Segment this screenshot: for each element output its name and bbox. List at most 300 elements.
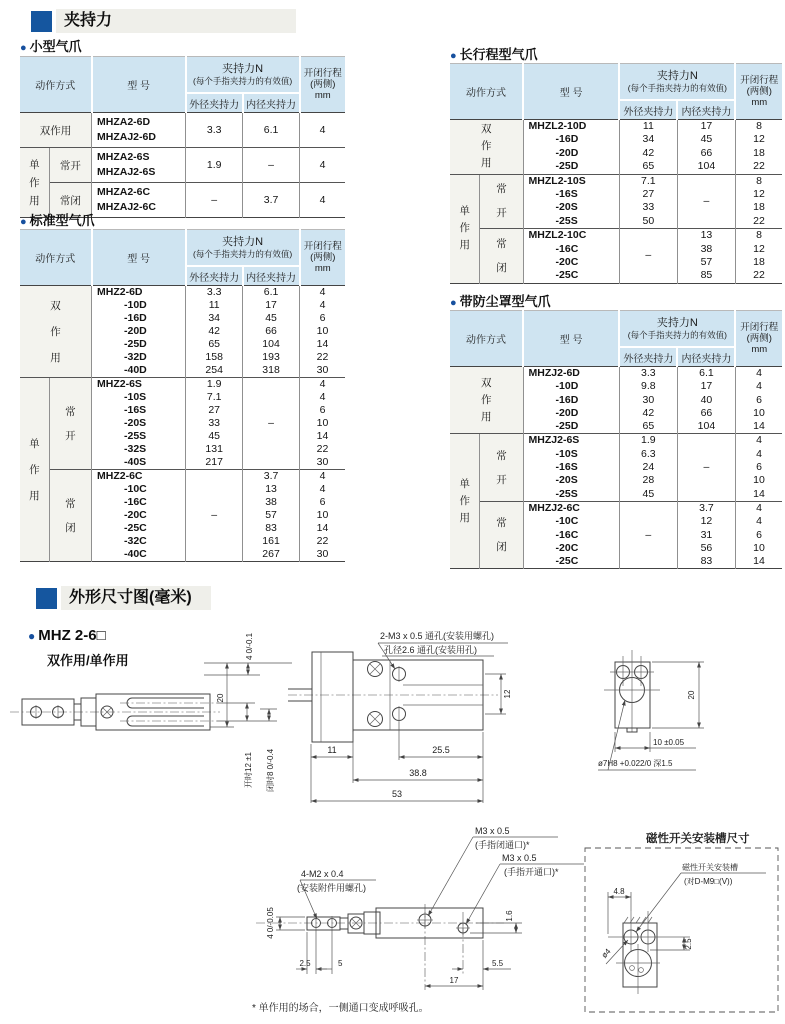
bullet-icon: ●: [28, 629, 36, 643]
cell-stroke: 8: [735, 174, 782, 188]
vertical-text: 常 闭: [496, 238, 507, 275]
cell-stroke: 30: [300, 364, 346, 378]
force-title: 夹持力N: [656, 317, 698, 329]
cell-stroke: 22: [300, 443, 346, 456]
cell-model: -25C: [523, 555, 619, 569]
vertical-text: 双 作 用: [481, 123, 492, 170]
end-view-drawing: [596, 636, 785, 786]
dim-17-label: 17: [449, 976, 459, 985]
cell-model: -10C: [92, 483, 186, 496]
stroke-header-line: 开闭行程: [740, 75, 779, 86]
cell-model: -25D: [523, 160, 619, 174]
cell-action-mode: [20, 286, 92, 378]
mount-thread-callout-line2: (安装附件用螺孔): [297, 883, 366, 893]
close-port-callout-line2: (手指闭通口)*: [475, 840, 530, 850]
dim-11-label: 11: [327, 745, 337, 755]
cell-model: -16S: [523, 461, 619, 474]
cell-stroke: 22: [735, 269, 782, 283]
cell-action-mode: 双作用: [20, 113, 92, 148]
cell-model: -10S: [92, 391, 186, 404]
stroke-header-line: (两侧): [310, 79, 336, 90]
drawing-lines: [288, 643, 508, 803]
model-line: MHZAJ2-6S: [97, 166, 156, 178]
cell-action-mode: [450, 367, 523, 434]
stroke-header-line: (两侧): [310, 252, 336, 263]
cell-stroke: 4: [735, 501, 782, 515]
section-header-clamping-force: [31, 9, 296, 33]
cell-model: MHZ2-6C: [92, 470, 186, 484]
dim-20-label: 20: [687, 690, 696, 700]
cell-model: -20C: [523, 542, 619, 555]
cell-model: -32D: [92, 351, 186, 364]
cell-stroke: 8: [735, 120, 782, 134]
cell-model: -20S: [523, 201, 619, 214]
vertical-text: 单 作 用: [29, 437, 40, 502]
dim-53-label: 53: [391, 789, 403, 799]
table-row: [450, 501, 782, 515]
cell-stroke: 12: [735, 188, 782, 201]
header-stroke: [735, 64, 782, 120]
header-outer-force: 外径夹持力: [619, 347, 677, 367]
cell-outer-force: 45: [186, 430, 243, 443]
cell-outer-force: 254: [186, 364, 243, 378]
cell-inner-force: 17: [243, 299, 300, 312]
cell-model: -40S: [92, 456, 186, 470]
table-header: [20, 57, 345, 113]
cell-outer-force: 7.1: [619, 174, 677, 188]
header-model: 型 号: [523, 311, 619, 367]
vertical-text: 单 作 用: [459, 477, 470, 524]
header-inner-force: 内径夹持力: [243, 266, 300, 286]
cell-model: -32S: [92, 443, 186, 456]
cell-outer-force: 3.3: [619, 367, 677, 381]
cell-outer-force: –: [186, 183, 243, 218]
cell-outer-force: 11: [619, 120, 677, 134]
cell-stroke: 6: [300, 404, 346, 417]
bullet-icon: ●: [450, 297, 457, 309]
cell-outer-force: 42: [619, 147, 677, 160]
dim-2-5-label: 2.5: [299, 959, 311, 968]
cell-outer-force: 11: [186, 299, 243, 312]
cell-outer-force: 65: [619, 420, 677, 434]
cell-model: -32C: [92, 535, 186, 548]
cell-inner-force: 83: [677, 555, 735, 569]
spec-table: [450, 310, 782, 569]
cell-model: -16D: [92, 312, 186, 325]
cell-model: -10S: [523, 448, 619, 461]
cell-outer-force: 1.9: [186, 378, 243, 392]
table-header-row: [20, 57, 345, 94]
stroke-header-line: mm: [751, 344, 768, 355]
cell-stroke: 12: [735, 133, 782, 146]
cell-model: -25C: [523, 269, 619, 283]
cell-outer-force: 65: [186, 338, 243, 351]
stroke-header-line: (两侧): [746, 333, 772, 344]
cell-inner-force: –: [677, 434, 735, 501]
dim-2-5-label: 2.5: [684, 938, 693, 950]
standard-gripper-table: [20, 229, 345, 562]
table-row: [20, 148, 345, 183]
header-model: 型 号: [523, 64, 619, 120]
cell-outer-force: –: [619, 229, 677, 284]
switch-box-title: 磁性开关安装槽尺寸: [646, 833, 750, 845]
cell-stroke: 4: [300, 299, 346, 312]
force-note: (每个手指夹持力的有效值): [193, 249, 293, 259]
table-header: [450, 64, 782, 120]
cell-outer-force: 158: [186, 351, 243, 364]
header-stroke: [300, 57, 346, 113]
cell-inner-force: 45: [243, 312, 300, 325]
cell-model: -25D: [92, 338, 186, 351]
cell-model: -16S: [523, 188, 619, 201]
header-clamping-force: [186, 57, 300, 94]
switch-groove-drawing: [580, 826, 785, 1018]
dim-20-label: 20: [216, 693, 225, 703]
bullet-icon: ●: [20, 42, 27, 54]
mount-thread-callout-line1: 4-M2 x 0.4: [301, 869, 344, 879]
cell-action-mode: [450, 120, 523, 175]
cell-inner-force: 6.1: [243, 286, 300, 300]
cell-outer-force: 42: [186, 325, 243, 338]
cell-outer-force: –: [186, 470, 243, 562]
table-title-text: 长行程型气爪: [459, 47, 538, 62]
force-title: 夹持力N: [656, 70, 698, 82]
table-title-text: 标准型气爪: [29, 213, 95, 228]
cell-stroke: 6: [735, 394, 782, 407]
bullet-icon: ●: [20, 216, 27, 228]
stroke-header-line: 开闭行程: [303, 241, 342, 252]
spec-table: [20, 229, 345, 562]
cell-outer-force: 27: [186, 404, 243, 417]
cell-outer-force: 3.3: [186, 113, 243, 148]
cell-action-mode: [20, 378, 49, 562]
cell-inner-force: 17: [677, 120, 735, 134]
cell-model: -16C: [523, 243, 619, 256]
dim-close-stroke-label: 闭时8 0/-0.4: [266, 748, 275, 792]
cell-stroke: 6: [300, 312, 346, 325]
cell-model: -25S: [523, 488, 619, 502]
bullet-icon: ●: [450, 50, 457, 62]
cell-inner-force: 3.7: [243, 470, 300, 484]
cell-stroke: 14: [300, 338, 346, 351]
vertical-text: 常 闭: [496, 517, 507, 554]
cell-stroke: 4: [735, 367, 782, 381]
cell-inner-force: 12: [677, 515, 735, 528]
cell-model: -16D: [523, 394, 619, 407]
dim-open-stroke-label: 开时12 ±1: [244, 752, 253, 788]
dim-10-label: 10 ±0.05: [653, 738, 685, 747]
cell-stroke: 10: [735, 474, 782, 487]
top-view-drawing: [288, 610, 623, 810]
cell-outer-force: 1.9: [186, 148, 243, 183]
single-acting-footnote: * 单作用的场合，一侧通口变成呼吸孔。: [252, 1003, 429, 1014]
cell-model: -25S: [523, 215, 619, 229]
cell-stroke: 6: [300, 496, 346, 509]
stroke-header-line: 开闭行程: [303, 68, 342, 79]
cell-inner-force: 318: [243, 364, 300, 378]
cell-model: -16S: [92, 404, 186, 417]
force-note: (每个手指夹持力的有效值): [627, 330, 727, 340]
table-body: [20, 113, 345, 218]
cell-stroke: 14: [735, 555, 782, 569]
cell-outer-force: 6.3: [619, 448, 677, 461]
cell-model: -25C: [92, 522, 186, 535]
cell-stroke: 4: [300, 148, 346, 183]
cell-action-sub: [480, 434, 523, 501]
section-marker-icon: [31, 11, 52, 32]
cell-model: [92, 113, 186, 148]
cell-inner-force: 193: [243, 351, 300, 364]
cell-model: -40D: [92, 364, 186, 378]
section-marker-icon: [36, 588, 57, 609]
cell-inner-force: 17: [677, 380, 735, 393]
cell-stroke: 6: [735, 461, 782, 474]
section-header-dimensions: [36, 586, 211, 610]
cell-action-sub: [49, 378, 91, 470]
table-row: [450, 120, 782, 134]
cell-stroke: 4: [735, 448, 782, 461]
table-row: [450, 367, 782, 381]
cell-inner-force: 45: [677, 133, 735, 146]
table-row: [20, 286, 345, 300]
mount-thread-callout: 2-M3 x 0.5 通孔(安装用螺孔): [380, 631, 495, 641]
cell-model: MHZJ2-6C: [523, 501, 619, 515]
dim-4-8-label: 4.8: [613, 887, 625, 896]
cell-outer-force: 45: [619, 488, 677, 502]
cell-model: -20D: [523, 147, 619, 160]
table-title-small-gripper: [20, 36, 82, 55]
stroke-header-line: mm: [314, 263, 331, 274]
cell-action-mode: [20, 148, 49, 218]
section-title: 外形尺寸图(毫米): [61, 586, 211, 610]
table-header-row: [450, 311, 782, 348]
header-stroke: [735, 311, 782, 367]
cell-outer-force: 65: [619, 160, 677, 174]
dust-cover-gripper-table: [450, 310, 782, 569]
header-model: 型 号: [92, 230, 186, 286]
dim-4-label: 4 0/-0.05: [266, 907, 275, 939]
cell-stroke: 30: [300, 456, 346, 470]
table-row: [450, 434, 782, 448]
stroke-header-line: 开闭行程: [740, 322, 779, 333]
header-stroke: [300, 230, 346, 286]
dim-diameter-4-label: ø4: [599, 946, 613, 960]
cell-inner-force: 104: [677, 160, 735, 174]
cell-outer-force: 50: [619, 215, 677, 229]
table-body: [20, 286, 345, 562]
drawing-lines: [598, 650, 704, 770]
cell-outer-force: 34: [186, 312, 243, 325]
spec-table: [450, 63, 782, 284]
cell-model: MHZL2-10D: [523, 120, 619, 134]
model-line: MHZAJ2-6C: [97, 201, 156, 213]
cell-model: [92, 183, 186, 218]
cell-model: [92, 148, 186, 183]
dim-12-label: 12: [503, 689, 512, 699]
table-title-long-stroke-gripper: [450, 44, 538, 63]
cell-model: -16C: [92, 496, 186, 509]
cell-inner-force: 161: [243, 535, 300, 548]
table-row: [450, 174, 782, 188]
cell-stroke: 22: [735, 160, 782, 174]
cell-stroke: 4: [735, 380, 782, 393]
cell-stroke: 22: [735, 215, 782, 229]
cell-stroke: 4: [735, 515, 782, 528]
cell-stroke: 4: [735, 434, 782, 448]
cell-inner-force: 3.7: [243, 183, 300, 218]
cell-outer-force: 7.1: [186, 391, 243, 404]
cell-action-mode: [450, 174, 480, 283]
model-line: MHZA2-6S: [97, 151, 150, 163]
dim-25-5-label: 25.5: [432, 745, 450, 755]
table-row: [20, 470, 345, 484]
cell-inner-force: –: [677, 174, 735, 229]
drawing-lines: [585, 848, 778, 1012]
cell-inner-force: 66: [243, 325, 300, 338]
header-outer-force: 外径夹持力: [619, 100, 677, 120]
switch-groove-callout-line2: (对D-M9□(V)): [684, 877, 733, 886]
cell-model: -10C: [523, 515, 619, 528]
cell-inner-force: 57: [243, 509, 300, 522]
dim-height-4-label: 4 0/-0.1: [245, 632, 254, 660]
cell-inner-force: 66: [677, 407, 735, 420]
stroke-header-line: (两侧): [746, 86, 772, 97]
cell-action-sub: 常开: [49, 148, 91, 183]
cell-outer-force: 3.3: [186, 286, 243, 300]
cell-stroke: 18: [735, 201, 782, 214]
header-inner-force: 内径夹持力: [677, 100, 735, 120]
cell-inner-force: 13: [677, 229, 735, 243]
cell-model: -20C: [523, 256, 619, 269]
side-view-drawing: [8, 616, 293, 794]
small-gripper-table: [20, 56, 345, 218]
cell-outer-force: 42: [619, 407, 677, 420]
cell-stroke: 22: [300, 351, 346, 364]
cell-model: -10D: [523, 380, 619, 393]
cell-action-sub: [49, 470, 91, 562]
cell-stroke: 4: [300, 470, 346, 484]
table-header: [20, 230, 345, 286]
cell-stroke: 12: [735, 243, 782, 256]
cell-model: -20S: [92, 417, 186, 430]
cell-stroke: 14: [300, 430, 346, 443]
cell-outer-force: 217: [186, 456, 243, 470]
cell-stroke: 10: [735, 407, 782, 420]
cell-inner-force: 6.1: [677, 367, 735, 381]
cell-model: MHZJ2-6D: [523, 367, 619, 381]
open-port-callout-line2: (手指开通口)*: [504, 867, 559, 877]
vertical-text: 常 开: [65, 405, 76, 442]
cell-inner-force: 66: [677, 147, 735, 160]
vertical-text: 常 闭: [65, 497, 76, 534]
vertical-text: 常 开: [496, 449, 507, 486]
table-title-standard-gripper: [20, 210, 95, 229]
header-action-mode: 动作方式: [20, 230, 92, 286]
dim-1-6-label: 1.6: [505, 910, 514, 922]
table-body: [450, 367, 782, 569]
cell-inner-force: 40: [677, 394, 735, 407]
cell-inner-force: 38: [243, 496, 300, 509]
cell-stroke: 18: [735, 256, 782, 269]
cell-stroke: 4: [300, 286, 346, 300]
table-title-dust-cover-gripper: [450, 291, 551, 310]
close-port-callout-line1: M3 x 0.5: [475, 826, 510, 836]
bottom-view-drawing: [226, 816, 591, 1001]
cell-stroke: 4: [300, 483, 346, 496]
header-clamping-force: [619, 311, 735, 348]
model-line: MHZA2-6C: [97, 186, 151, 198]
cell-inner-force: –: [243, 378, 300, 470]
stroke-header-line: mm: [314, 90, 331, 101]
cell-stroke: 6: [735, 529, 782, 542]
cell-outer-force: 30: [619, 394, 677, 407]
cell-stroke: 30: [300, 548, 346, 562]
cell-outer-force: 34: [619, 133, 677, 146]
bore-callout: ø7H8 +0.022/0 深1.5: [598, 759, 673, 768]
cell-inner-force: 38: [677, 243, 735, 256]
vertical-text: 单 作 用: [459, 205, 470, 252]
cell-model: -20D: [92, 325, 186, 338]
cell-outer-force: 1.9: [619, 434, 677, 448]
model-line: MHZA2-6D: [97, 116, 151, 128]
cell-stroke: 10: [300, 417, 346, 430]
spec-table: [20, 56, 345, 218]
header-inner-force: 内径夹持力: [243, 93, 300, 113]
cell-action-sub: [480, 229, 523, 284]
dim-38-8-label: 38.8: [409, 768, 427, 778]
cell-outer-force: 131: [186, 443, 243, 456]
cell-inner-force: 83: [243, 522, 300, 535]
cell-action-sub: [480, 174, 523, 229]
header-clamping-force: [619, 64, 735, 101]
table-header-row: [450, 64, 782, 101]
stroke-header-line: mm: [751, 97, 768, 108]
cell-inner-force: 6.1: [243, 113, 300, 148]
cell-model: -25D: [523, 420, 619, 434]
cell-inner-force: 267: [243, 548, 300, 562]
cell-inner-force: 56: [677, 542, 735, 555]
cell-model: -10D: [92, 299, 186, 312]
switch-groove-callout-line1: 磁性开关安装槽: [682, 863, 738, 872]
cell-outer-force: 24: [619, 461, 677, 474]
cell-model: MHZ2-6S: [92, 378, 186, 392]
cell-model: MHZL2-10C: [523, 229, 619, 243]
header-outer-force: 外径夹持力: [186, 266, 243, 286]
cell-outer-force: 28: [619, 474, 677, 487]
cell-stroke: 14: [735, 420, 782, 434]
cell-inner-force: –: [243, 148, 300, 183]
cell-stroke: 22: [300, 535, 346, 548]
cell-model: -20D: [523, 407, 619, 420]
header-action-mode: 动作方式: [20, 57, 92, 113]
cell-inner-force: 104: [243, 338, 300, 351]
table-row: [450, 229, 782, 243]
cell-outer-force: 27: [619, 188, 677, 201]
table-row: [20, 378, 345, 392]
dim-5-5-label: 5.5: [492, 959, 504, 968]
force-note: (每个手指夹持力的有效值): [193, 76, 293, 86]
cell-model: -16C: [523, 529, 619, 542]
header-outer-force: 外径夹持力: [186, 93, 243, 113]
cell-outer-force: 9.8: [619, 380, 677, 393]
header-model: 型 号: [92, 57, 186, 113]
cell-model: -20S: [523, 474, 619, 487]
dim-5-label: 5: [338, 959, 343, 968]
cell-action-sub: 常闭: [49, 183, 91, 218]
cell-stroke: 4: [300, 183, 346, 218]
cell-model: MHZ2-6D: [92, 286, 186, 300]
vertical-text: 常 开: [496, 183, 507, 220]
